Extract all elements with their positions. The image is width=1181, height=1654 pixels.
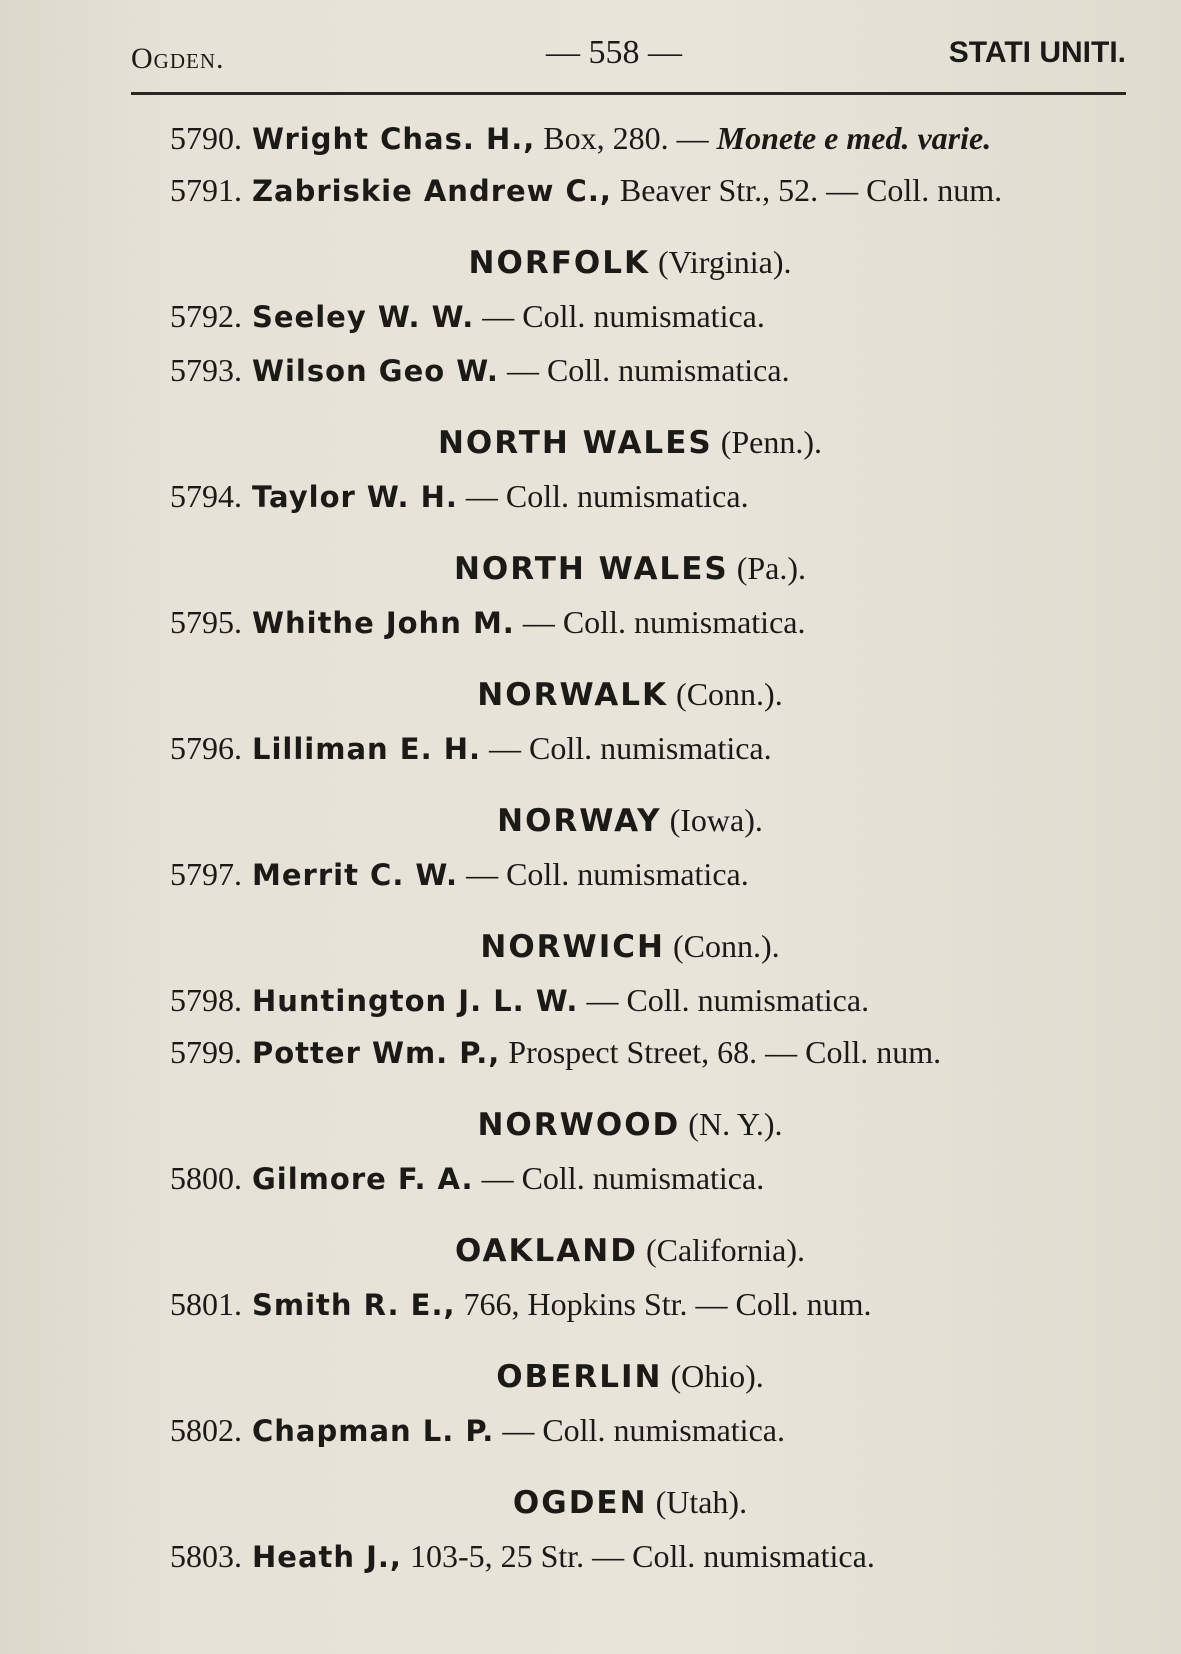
entry-details: — Coll. numismatica.: [473, 1160, 765, 1196]
entry: [170, 478, 749, 515]
entry: [170, 604, 805, 641]
city-heading: [0, 1232, 1181, 1269]
entry: [170, 1538, 875, 1575]
entry-details: — Coll. numismatica.: [457, 478, 749, 514]
city-name: NORWALK: [477, 677, 669, 713]
entry-number: 5798.: [170, 982, 242, 1018]
entry-details: — Coll. numismatica.: [458, 856, 749, 892]
city-heading: [0, 244, 1181, 281]
running-head-right: STATI UNITI.: [948, 36, 1126, 69]
entry-name: Wright Chas. H.,: [252, 122, 536, 156]
entry: [170, 1286, 872, 1323]
entry-name: Merrit C. W.: [252, 858, 459, 892]
entry-name: Seeley W. W.: [252, 300, 475, 334]
entry-details: Box, 280. —: [535, 120, 717, 156]
entry-name: Whithe John M.: [252, 606, 515, 640]
entry: [170, 1034, 941, 1071]
city-region: (Iowa).: [661, 802, 763, 838]
city-region: (California).: [637, 1232, 805, 1268]
city-name: NORWICH: [480, 929, 665, 965]
entry-name: Potter Wm. P.,: [252, 1036, 501, 1070]
city-name: NORTH WALES: [437, 425, 713, 461]
city-name: NORFOLK: [468, 245, 651, 281]
city-heading: [0, 1358, 1181, 1395]
entry: [170, 120, 991, 157]
city-heading: [0, 928, 1181, 965]
city-name: OBERLIN: [496, 1359, 663, 1395]
city-region: (Conn.).: [668, 676, 783, 712]
page-number: — 558 —: [546, 34, 682, 71]
city-region: (Penn.).: [712, 424, 823, 460]
entry-number: 5792.: [170, 298, 242, 334]
entry-details: — Coll. numismatica.: [578, 982, 870, 1018]
entry: [170, 982, 869, 1019]
running-head-left: Ogden.: [131, 42, 225, 75]
entry-details: — Coll. numismatica.: [494, 1412, 785, 1448]
city-heading: [0, 676, 1181, 713]
entry-name: Smith R. E.,: [252, 1288, 456, 1322]
entry-name: Wilson Geo W.: [252, 354, 499, 388]
entry-number: 5795.: [170, 604, 242, 640]
entry-number: 5800.: [170, 1160, 242, 1196]
entry-details: Prospect Street, 68. — Coll. num.: [500, 1034, 942, 1070]
entry-description: Monete e med. varie.: [716, 120, 992, 156]
entry-number: 5802.: [170, 1412, 242, 1448]
city-region: (Utah).: [647, 1484, 748, 1520]
entry-details: — Coll. numismatica.: [514, 604, 806, 640]
entry-details: 103-5, 25 Str. — Coll. numismatica.: [401, 1538, 875, 1574]
entry-number: 5796.: [170, 730, 242, 766]
entry-number: 5797.: [170, 856, 242, 892]
entry-number: 5803.: [170, 1538, 242, 1574]
entry: [170, 172, 1002, 209]
entry-name: Chapman L. P.: [252, 1414, 495, 1448]
city-region: (Virginia).: [650, 244, 792, 280]
entry: [170, 1412, 785, 1449]
city-heading: [0, 1484, 1181, 1521]
city-heading: [0, 1106, 1181, 1143]
city-region: (Conn.).: [664, 928, 780, 964]
city-region: (Pa.).: [728, 550, 807, 586]
entry-details: — Coll. numismatica.: [474, 298, 765, 334]
entry-name: Heath J.,: [252, 1540, 402, 1574]
entry-name: Taylor W. H.: [252, 480, 458, 514]
city-name: NORTH WALES: [453, 551, 729, 587]
city-region: (N. Y.).: [680, 1106, 783, 1142]
city-name: NORWAY: [497, 803, 662, 839]
entry-number: 5794.: [170, 478, 242, 514]
page-header: [131, 34, 1126, 84]
city-name: OGDEN: [512, 1485, 648, 1521]
entry-name: Lilliman E. H.: [252, 732, 481, 766]
entry: [170, 1160, 764, 1197]
entry-number: 5801.: [170, 1286, 242, 1322]
city-region: (Ohio).: [662, 1358, 764, 1394]
entry: [170, 298, 765, 335]
city-name: OAKLAND: [454, 1233, 638, 1269]
entry-name: Gilmore F. A.: [252, 1162, 474, 1196]
entry-details: 766, Hopkins Str. — Coll. num.: [455, 1286, 872, 1322]
city-heading: [0, 550, 1181, 587]
entry-number: 5793.: [170, 352, 242, 388]
entry-details: — Coll. numismatica.: [480, 730, 772, 766]
entry-name: Huntington J. L. W.: [252, 984, 579, 1018]
header-rule: [131, 92, 1126, 95]
entry: [170, 730, 772, 767]
entry-number: 5799.: [170, 1034, 242, 1070]
entry: [170, 352, 790, 389]
entry-number: 5791.: [170, 172, 242, 208]
entry-details: Beaver Str., 52. — Coll. num.: [611, 172, 1003, 208]
city-heading: [0, 802, 1181, 839]
entry: [170, 856, 749, 893]
entry-details: — Coll. numismatica.: [498, 352, 790, 388]
entry-number: 5790.: [170, 120, 242, 156]
city-heading: [0, 424, 1181, 461]
city-name: NORWOOD: [477, 1107, 681, 1143]
entry-name: Zabriskie Andrew C.,: [252, 174, 612, 208]
